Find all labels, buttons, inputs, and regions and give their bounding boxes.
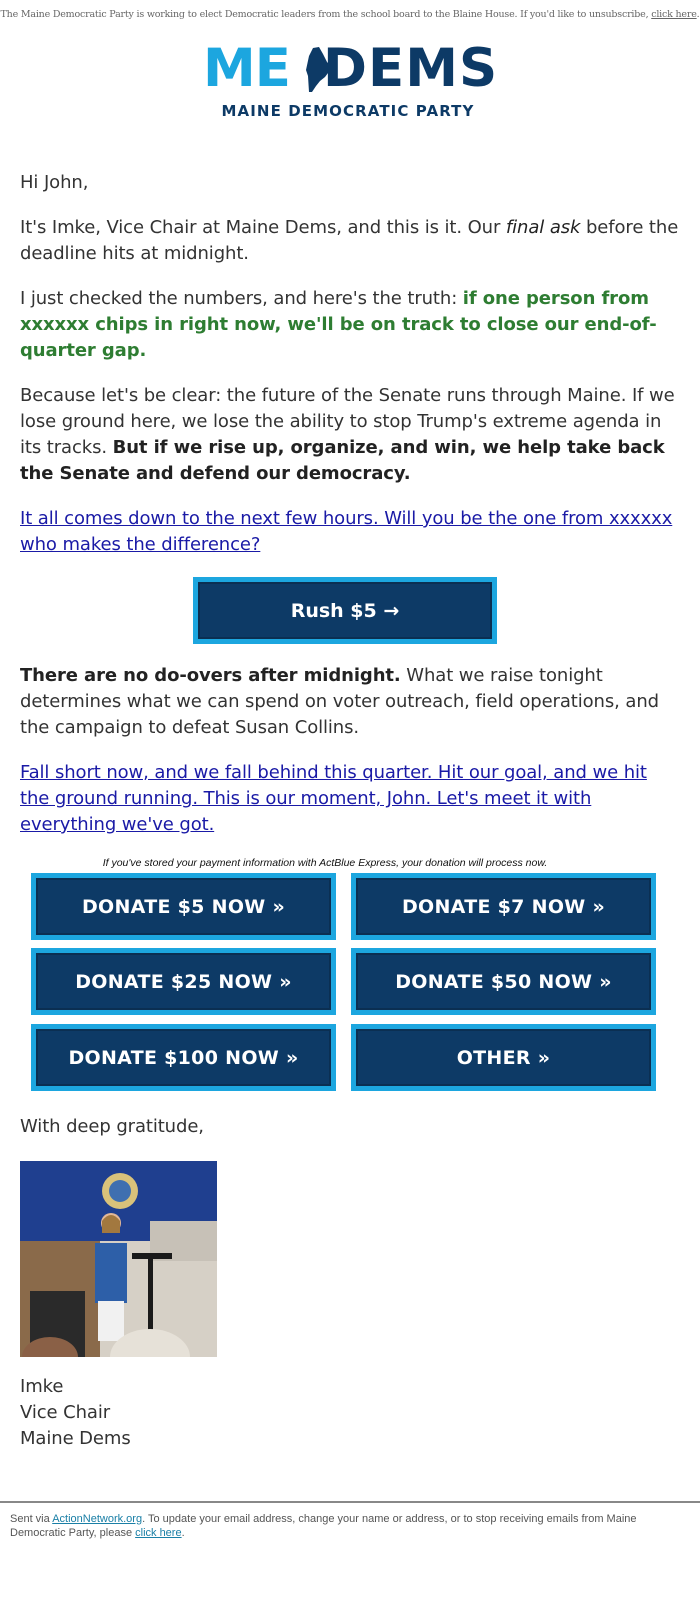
paragraph-3-bold: But if we rise up, organize, and win, we help take back the Senate and defend our democracy.: [20, 437, 665, 484]
paragraph-2: [20, 286, 680, 364]
signature-name: Imke: [20, 1376, 64, 1397]
donate-25-frame[interactable]: [31, 948, 336, 1015]
signature-title: Vice Chair: [20, 1402, 111, 1423]
medems-logo[interactable]: [203, 38, 499, 124]
paragraph-3-text: Because let's be clear: the future of the Senate runs through Maine. If we lose ground here, we lose the ability to stop Trump's extreme agenda in its tracks.: [20, 385, 675, 458]
donate-link-1-text[interactable]: It all comes down to the next few hours. Will you be the one from xxxxxx who makes the difference?: [20, 508, 673, 555]
donate-5-button[interactable]: DONATE $5 NOW »: [36, 878, 331, 935]
paragraph-4: [20, 663, 680, 741]
paragraph-2-text: I just checked the numbers, and here's the truth:: [20, 288, 463, 309]
preheader-end: .: [696, 9, 700, 20]
logo-me-text: ME: [203, 38, 290, 99]
paragraph-1-emphasis: final ask: [505, 217, 581, 238]
preheader: [0, 9, 700, 20]
donate-link-2-text[interactable]: Fall short now, and we fall behind this quarter. Hit our goal, and we hit the ground running. This is our moment, John. Let's meet it with everything we've got.: [20, 762, 647, 835]
actionnetwork-link[interactable]: ActionNetwork.org: [52, 1513, 143, 1525]
donate-link-1[interactable]: [20, 506, 680, 558]
donate-50-button[interactable]: DONATE $50 NOW »: [356, 953, 651, 1010]
donate-100-button[interactable]: DONATE $100 NOW »: [36, 1029, 331, 1086]
donate-5-frame[interactable]: [31, 873, 336, 940]
unsubscribe-link[interactable]: click here: [651, 9, 697, 20]
donate-50-frame[interactable]: [351, 948, 656, 1015]
rush-5-button[interactable]: Rush $5 →: [198, 582, 492, 639]
paragraph-1-text-a: It's Imke, Vice Chair at Maine Dems, and this is it. Our: [20, 217, 506, 238]
paragraph-4-bold: There are no do-overs after midnight.: [20, 665, 401, 686]
donate-other-frame[interactable]: [351, 1024, 656, 1091]
footer-text-a: Sent via: [10, 1513, 53, 1525]
greeting: Hi John,: [20, 172, 89, 193]
signer-photo-illustration: [20, 1161, 217, 1357]
paragraph-3: [20, 383, 680, 487]
paragraph-1: [20, 215, 680, 267]
logo-subtitle: MAINE DEMOCRATIC PARTY: [221, 102, 475, 120]
footer-text-c: .: [181, 1527, 185, 1539]
rush-button-frame[interactable]: [193, 577, 497, 644]
footer-divider: [0, 1501, 700, 1503]
paragraph-1-text-b: before the deadline hits at midnight.: [20, 217, 679, 264]
donate-7-button[interactable]: DONATE $7 NOW »: [356, 878, 651, 935]
signer-photo: [20, 1161, 217, 1357]
logo-dems-text: DEMS: [323, 38, 499, 99]
closing: With deep gratitude,: [20, 1116, 204, 1137]
paragraph-4-text: What we raise tonight determines what we can spend on voter outreach, field operations, and the campaign to defeat Susan Collins.: [20, 665, 659, 738]
footer-text-b: . To update your email address, change your name or address, or to stop receiving emails from Maine Democratic Party, please: [10, 1513, 637, 1539]
donate-25-button[interactable]: DONATE $25 NOW »: [36, 953, 331, 1010]
donate-other-button[interactable]: OTHER »: [356, 1029, 651, 1086]
donate-link-2[interactable]: [20, 760, 680, 838]
footer: [10, 1512, 670, 1540]
donate-7-frame[interactable]: [351, 873, 656, 940]
manage-subscription-link[interactable]: click here: [135, 1527, 182, 1539]
preheader-text: The Maine Democratic Party is working to elect Democratic leaders from the school board to the Blaine House. If you'd like to unsubscribe,: [0, 9, 652, 20]
donate-100-frame[interactable]: [31, 1024, 336, 1091]
actblue-express-note: If you've stored your payment information with ActBlue Express, your donation will process now.: [102, 857, 548, 869]
signature-org: Maine Dems: [20, 1428, 131, 1449]
paragraph-2-highlight: if one person from xxxxxx chips in right now, we'll be on track to close our end-of-quarter gap.: [20, 288, 657, 361]
